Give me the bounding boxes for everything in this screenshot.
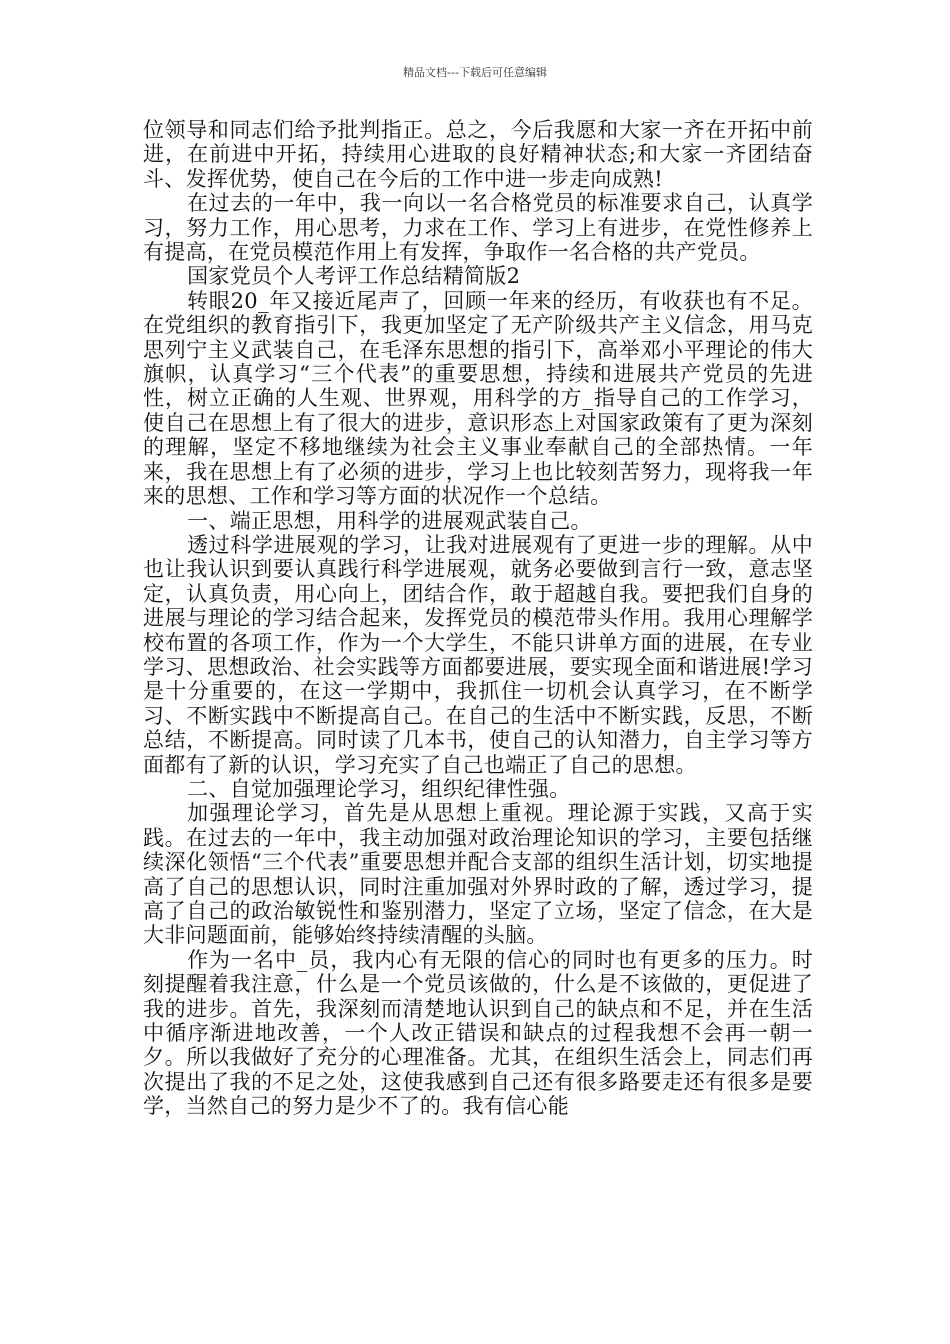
page-header: 精品文档---下载后可任意编辑 xyxy=(403,66,547,79)
paragraph: 在过去的一年中，我一向以一名合格党员的标准要求自己，认真学习，努力工作，用心思考，力求在工作、学习上有进步，在党性修养上有提高，在党员模范作用上有发挥，争取作一名合格的共产党员。 xyxy=(143,191,813,265)
paragraph: 转眼20_年又接近尾声了，回顾一年来的经历，有收获也有不足。在党组织的教育指引下，我更加坚定了无产阶级共产主义信念，用马克思列宁主义武装自己，在毛泽东思想的指引下，高举邓小平理论的伟大旗帜，认真学习“三个代表”的重要思想，持续和进展共产党员的先进性，树立正确的人生观、世界观，用科学的方_指导自己的工作学习，使自己在思想上有了很大的进步，意识形态上对国家政策有了更为深刻的理解，坚定不移地继续为社会主义事业奉献自己的全部热情。一年来，我在思想上有了必须的进步，学习上也比较刻苦努力，现将我一年来的思想、工作和学习等方面的状况作一个总结。 xyxy=(143,288,813,509)
paragraph: 位领导和同志们给予批判指正。总之，今后我愿和大家一齐在开拓中前进，在前进中开拓，持续用心进取的良好精神状态;和大家一齐团结奋斗、发挥优势，使自己在今后的工作中进一步走向成熟! xyxy=(143,118,813,191)
paragraph: 作为一名中_员，我内心有无限的信心的同时也有更多的压力。时刻提醒着我注意，什么是一个党员该做的，什么是不该做的，更促进了我的进步。首先，我深刻而清楚地认识到自己的缺点和不足，并在生活中循序渐进地改善，一个人改正错误和缺点的过程我想不会再一朝一夕。所以我做好了充分的心理准备。尤其，在组织生活会上，同志们再次提出了我的不足之处，这使我感到自己还有很多路要走还有很多是要学，当然自己的努力是少不了的。我有信心能 xyxy=(143,947,813,1119)
document-body xyxy=(143,118,813,1119)
section-heading: 二、自觉加强理论学习，组织纪律性强。 xyxy=(187,776,571,801)
paragraph: 透过科学进展观的学习，让我对进展观有了更进一步的理解。从中也让我认识到要认真践行科学进展观，就务必要做到言行一致，意志坚定，认真负责，用心向上，团结合作，敢于超越自我。要把我们自身的进展与理论的学习结合起来，发挥党员的模范带头作用。我用心理解学校布置的各项工作，作为一个大学生，不能只讲单方面的进展，在专业学习、思想政治、社会实践等方面都要进展，要实现全面和谐进展!学习是十分重要的，在这一学期中，我抓住一切机会认真学习，在不断学习、不断实践中不断提高自己。在自己的生活中不断实践，反思，不断总结，不断提高。同时读了几本书，使自己的认知潜力，自主学习等方面都有了新的认识，学习充实了自己也端正了自己的思想。 xyxy=(143,532,813,777)
paragraph: 加强理论学习，首先是从思想上重视。理论源于实践，又高于实践。在过去的一年中，我主动加强对政治理论知识的学习，主要包括继续深化领悟“三个代表”重要思想并配合支部的组织生活计划，切实地提高了自己的思想认识，同时注重加强对外界时政的了解，透过学习，提高了自己的政治敏锐性和鉴别潜力，坚定了立场，坚定了信念，在大是大非问题面前，能够始终持续清醒的头脑。 xyxy=(143,801,813,948)
section-heading: 一、端正思想，用科学的进展观武装自己。 xyxy=(187,508,592,533)
section-title: 国家党员个人考评工作总结精简版2 xyxy=(187,264,521,289)
